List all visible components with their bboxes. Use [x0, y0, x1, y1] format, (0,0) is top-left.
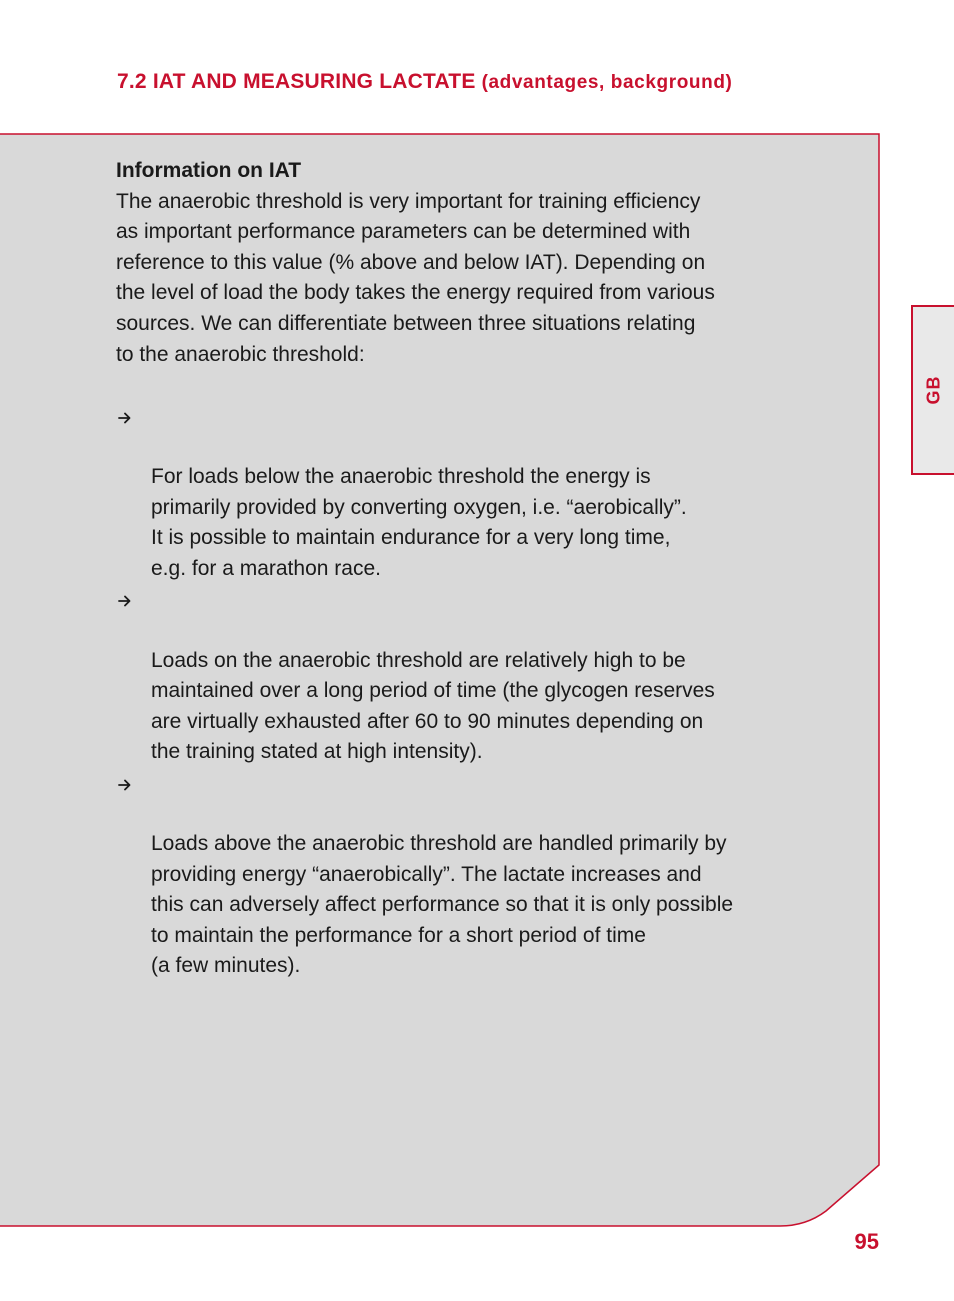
language-tab-label: GB — [923, 375, 943, 405]
info-heading: Information on IAT — [116, 159, 302, 182]
arrow-right-icon — [116, 584, 136, 614]
arrow-right-icon — [116, 768, 136, 798]
list-item-text: Loads above the anaerobic threshold are handled primarily by providing energy “anaerobically”. The lactate increases and this can adversely affect performance so that it is only possible to maintain the performance for a short period of time (a few minutes). — [151, 832, 734, 978]
section-title — [117, 70, 732, 94]
arrow-right-icon — [116, 401, 136, 431]
page-number: 95 — [854, 1229, 879, 1254]
section-title-main: 7.2 IAT AND MEASURING LACTATE — [117, 70, 476, 93]
bullet-list — [116, 401, 836, 982]
main-content — [116, 156, 836, 982]
section-title-sub: (advantages, background) — [481, 72, 733, 93]
language-tab — [911, 305, 954, 475]
list-item — [116, 768, 836, 982]
list-item-text: Loads on the anaerobic threshold are relatively high to be maintained over a long period of time (the glycogen reserves are virtually exhausted after 60 to 90 minutes depending on the training stated at high intensity). — [151, 648, 715, 764]
list-item — [116, 401, 836, 585]
list-item — [116, 584, 836, 768]
list-item-text: For loads below the anaerobic threshold the energy is primarily provided by converting oxygen, i.e. “aerobically”. It is possible to maintain endurance for a very long time, e.g. for a marathon race. — [151, 464, 687, 580]
intro-paragraph: The anaerobic threshold is very important for training efficiency as important performance parameters can be determined with reference to this value (% above and below IAT). Depending on the level of load the body takes the energy required from various sources. We can differentiate between three situations relating to the anaerobic threshold: — [116, 189, 715, 366]
